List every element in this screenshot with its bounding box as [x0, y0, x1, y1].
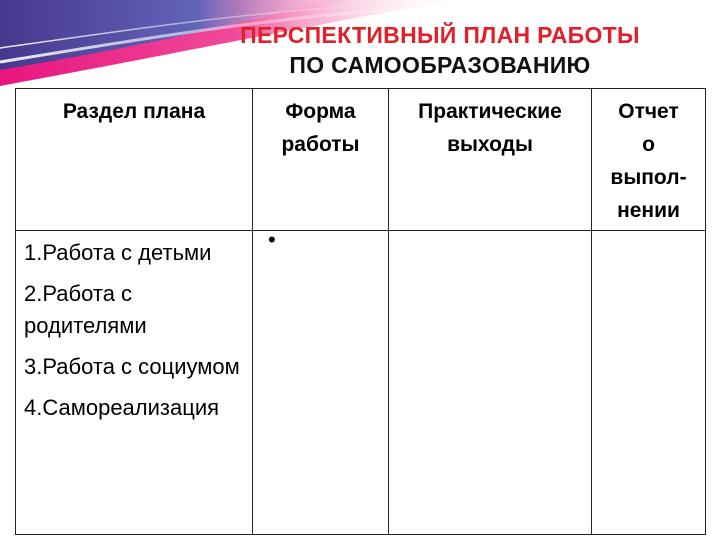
header-line: о [642, 133, 655, 156]
header-line: работы [281, 133, 360, 156]
header-report [592, 89, 706, 231]
header-work-form [253, 89, 389, 231]
plan-sections-cell [16, 231, 253, 535]
header-line: Раздел плана [62, 100, 206, 123]
list-item: 2.Работа с родителями [24, 281, 147, 338]
header-line: нении [617, 199, 680, 222]
header-line: выходы [447, 133, 533, 156]
table-header-row [16, 89, 706, 231]
list-item: 1.Работа с детьми [24, 240, 212, 265]
slide-title [160, 20, 720, 80]
title-line-1: ПЕРСПЕКТИВНЫЙ ПЛАН РАБОТЫ [240, 22, 640, 48]
header-line: Отчет [618, 100, 679, 123]
header-practical-outputs [389, 89, 592, 231]
list-item: 4.Самореализация [24, 395, 220, 420]
work-form-cell [253, 227, 389, 535]
bullet-glyph: • [268, 227, 276, 252]
header-line: выпол- [610, 166, 687, 189]
plan-table [15, 88, 706, 535]
title-line-2: ПО САМООБРАЗОВАНИЮ [289, 52, 591, 78]
table-row [16, 231, 706, 535]
report-cell [592, 231, 706, 535]
practical-outputs-cell [389, 231, 592, 535]
list-item: 3.Работа с социумом [24, 354, 240, 379]
header-line: Практические [418, 100, 562, 123]
header-line: Форма [285, 100, 356, 123]
header-plan-section [16, 89, 253, 231]
